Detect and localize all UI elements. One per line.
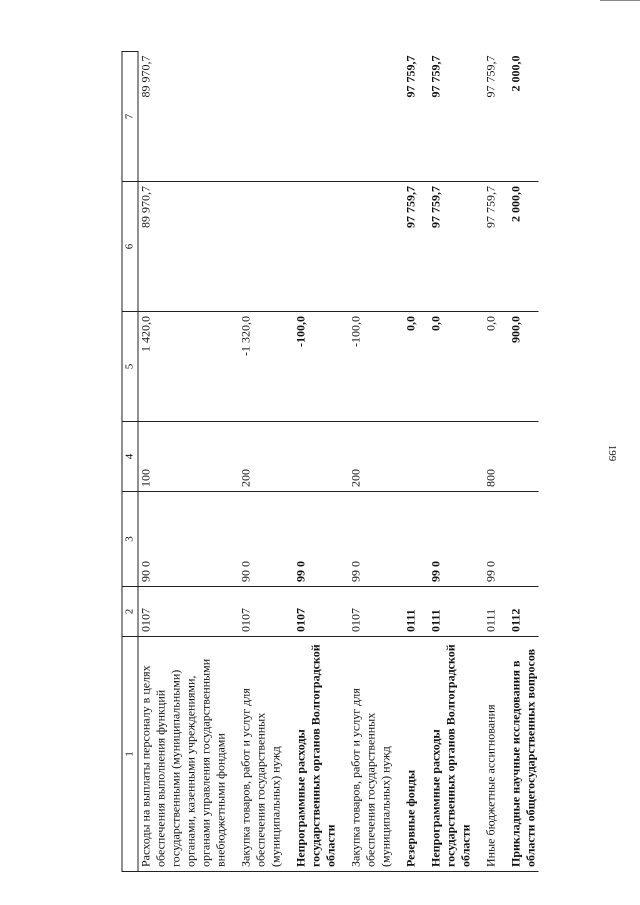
expense-kind-code bbox=[429, 422, 484, 492]
table-row bbox=[138, 52, 239, 872]
column-header: 7 bbox=[122, 52, 138, 182]
expense-kind-code bbox=[404, 422, 429, 492]
target-code: 99 0 bbox=[294, 492, 349, 587]
table-row bbox=[239, 52, 294, 872]
change-amount: -1 320,0 bbox=[239, 312, 294, 422]
table-row bbox=[429, 52, 484, 872]
column-7-amount: 97 759,7 bbox=[484, 52, 509, 182]
target-code: 99 0 bbox=[429, 492, 484, 587]
column-7-amount: 97 759,7 bbox=[404, 52, 429, 182]
column-header: 6 bbox=[122, 182, 138, 312]
table-row bbox=[509, 52, 539, 872]
expense-kind-code: 200 bbox=[239, 422, 294, 492]
expense-kind-code: 800 bbox=[484, 422, 509, 492]
column-header: 5 bbox=[122, 312, 138, 422]
section-code: 0107 bbox=[294, 587, 349, 637]
row-name: Резервные фонды bbox=[404, 637, 429, 872]
column-header: 2 bbox=[122, 587, 138, 637]
expense-kind-code: 200 bbox=[349, 422, 404, 492]
table-row bbox=[349, 52, 404, 872]
total-amount bbox=[294, 182, 349, 312]
total-amount: 89 970,7 bbox=[138, 182, 239, 312]
column-7-amount bbox=[294, 52, 349, 182]
column-header: 3 bbox=[122, 492, 138, 587]
row-name: Иные бюджетные ассигнования bbox=[484, 637, 509, 872]
column-7-amount bbox=[239, 52, 294, 182]
change-amount: 0,0 bbox=[484, 312, 509, 422]
budget-table bbox=[122, 51, 539, 872]
row-name: Расходы на выплаты персоналу в целях обеспечения выполнения функций государственными (муниципальными) органами, казенными учреждениями, органами управления государственными внебюджетными фондами bbox=[138, 637, 239, 872]
section-code: 0112 bbox=[509, 587, 539, 637]
column-header: 1 bbox=[122, 637, 138, 872]
expense-kind-code: 100 bbox=[138, 422, 239, 492]
row-name: Непрограммные расходы государственных органов Волгоградской области bbox=[294, 637, 349, 872]
column-7-amount: 2 000,0 bbox=[509, 52, 539, 182]
column-7-amount: 89 970,7 bbox=[138, 52, 239, 182]
section-code: 0111 bbox=[429, 587, 484, 637]
header-row bbox=[122, 52, 138, 872]
section-code: 0107 bbox=[138, 587, 239, 637]
total-amount: 97 759,7 bbox=[404, 182, 429, 312]
row-name: Прикладные научные исследования в области общегосударственных вопросов bbox=[509, 637, 539, 872]
row-name: Непрограммные расходы государственных органов Волгоградской области bbox=[429, 637, 484, 872]
table-body bbox=[138, 52, 539, 872]
change-amount: 0,0 bbox=[404, 312, 429, 422]
section-code: 0107 bbox=[349, 587, 404, 637]
column-header: 4 bbox=[122, 422, 138, 492]
total-amount: 97 759,7 bbox=[484, 182, 509, 312]
target-code: 90 0 bbox=[239, 492, 294, 587]
column-7-amount: 97 759,7 bbox=[429, 52, 484, 182]
table-row bbox=[404, 52, 429, 872]
column-7-amount bbox=[349, 52, 404, 182]
table-row bbox=[294, 52, 349, 872]
table-row bbox=[484, 52, 509, 872]
target-code: 99 0 bbox=[484, 492, 509, 587]
total-amount bbox=[239, 182, 294, 312]
total-amount bbox=[349, 182, 404, 312]
row-name: Закупка товаров, работ и услуг для обеспечения государственных (муниципальных) нужд bbox=[349, 637, 404, 872]
total-amount: 97 759,7 bbox=[429, 182, 484, 312]
change-amount: -100,0 bbox=[349, 312, 404, 422]
row-name: Закупка товаров, работ и услуг для обеспечения государственных (муниципальных) нужд bbox=[239, 637, 294, 872]
target-code: 90 0 bbox=[138, 492, 239, 587]
corner-rule bbox=[600, 0, 640, 1]
target-code: 99 0 bbox=[349, 492, 404, 587]
section-code: 0111 bbox=[484, 587, 509, 637]
section-code: 0107 bbox=[239, 587, 294, 637]
change-amount: 1 420,0 bbox=[138, 312, 239, 422]
expense-kind-code bbox=[509, 422, 539, 492]
page-number: 199 bbox=[606, 444, 618, 462]
target-code bbox=[404, 492, 429, 587]
change-amount: 0,0 bbox=[429, 312, 484, 422]
total-amount: 2 000,0 bbox=[509, 182, 539, 312]
target-code bbox=[509, 492, 539, 587]
rotated-table-container bbox=[122, 52, 539, 872]
change-amount: -100,0 bbox=[294, 312, 349, 422]
expense-kind-code bbox=[294, 422, 349, 492]
change-amount: 900,0 bbox=[509, 312, 539, 422]
section-code: 0111 bbox=[404, 587, 429, 637]
